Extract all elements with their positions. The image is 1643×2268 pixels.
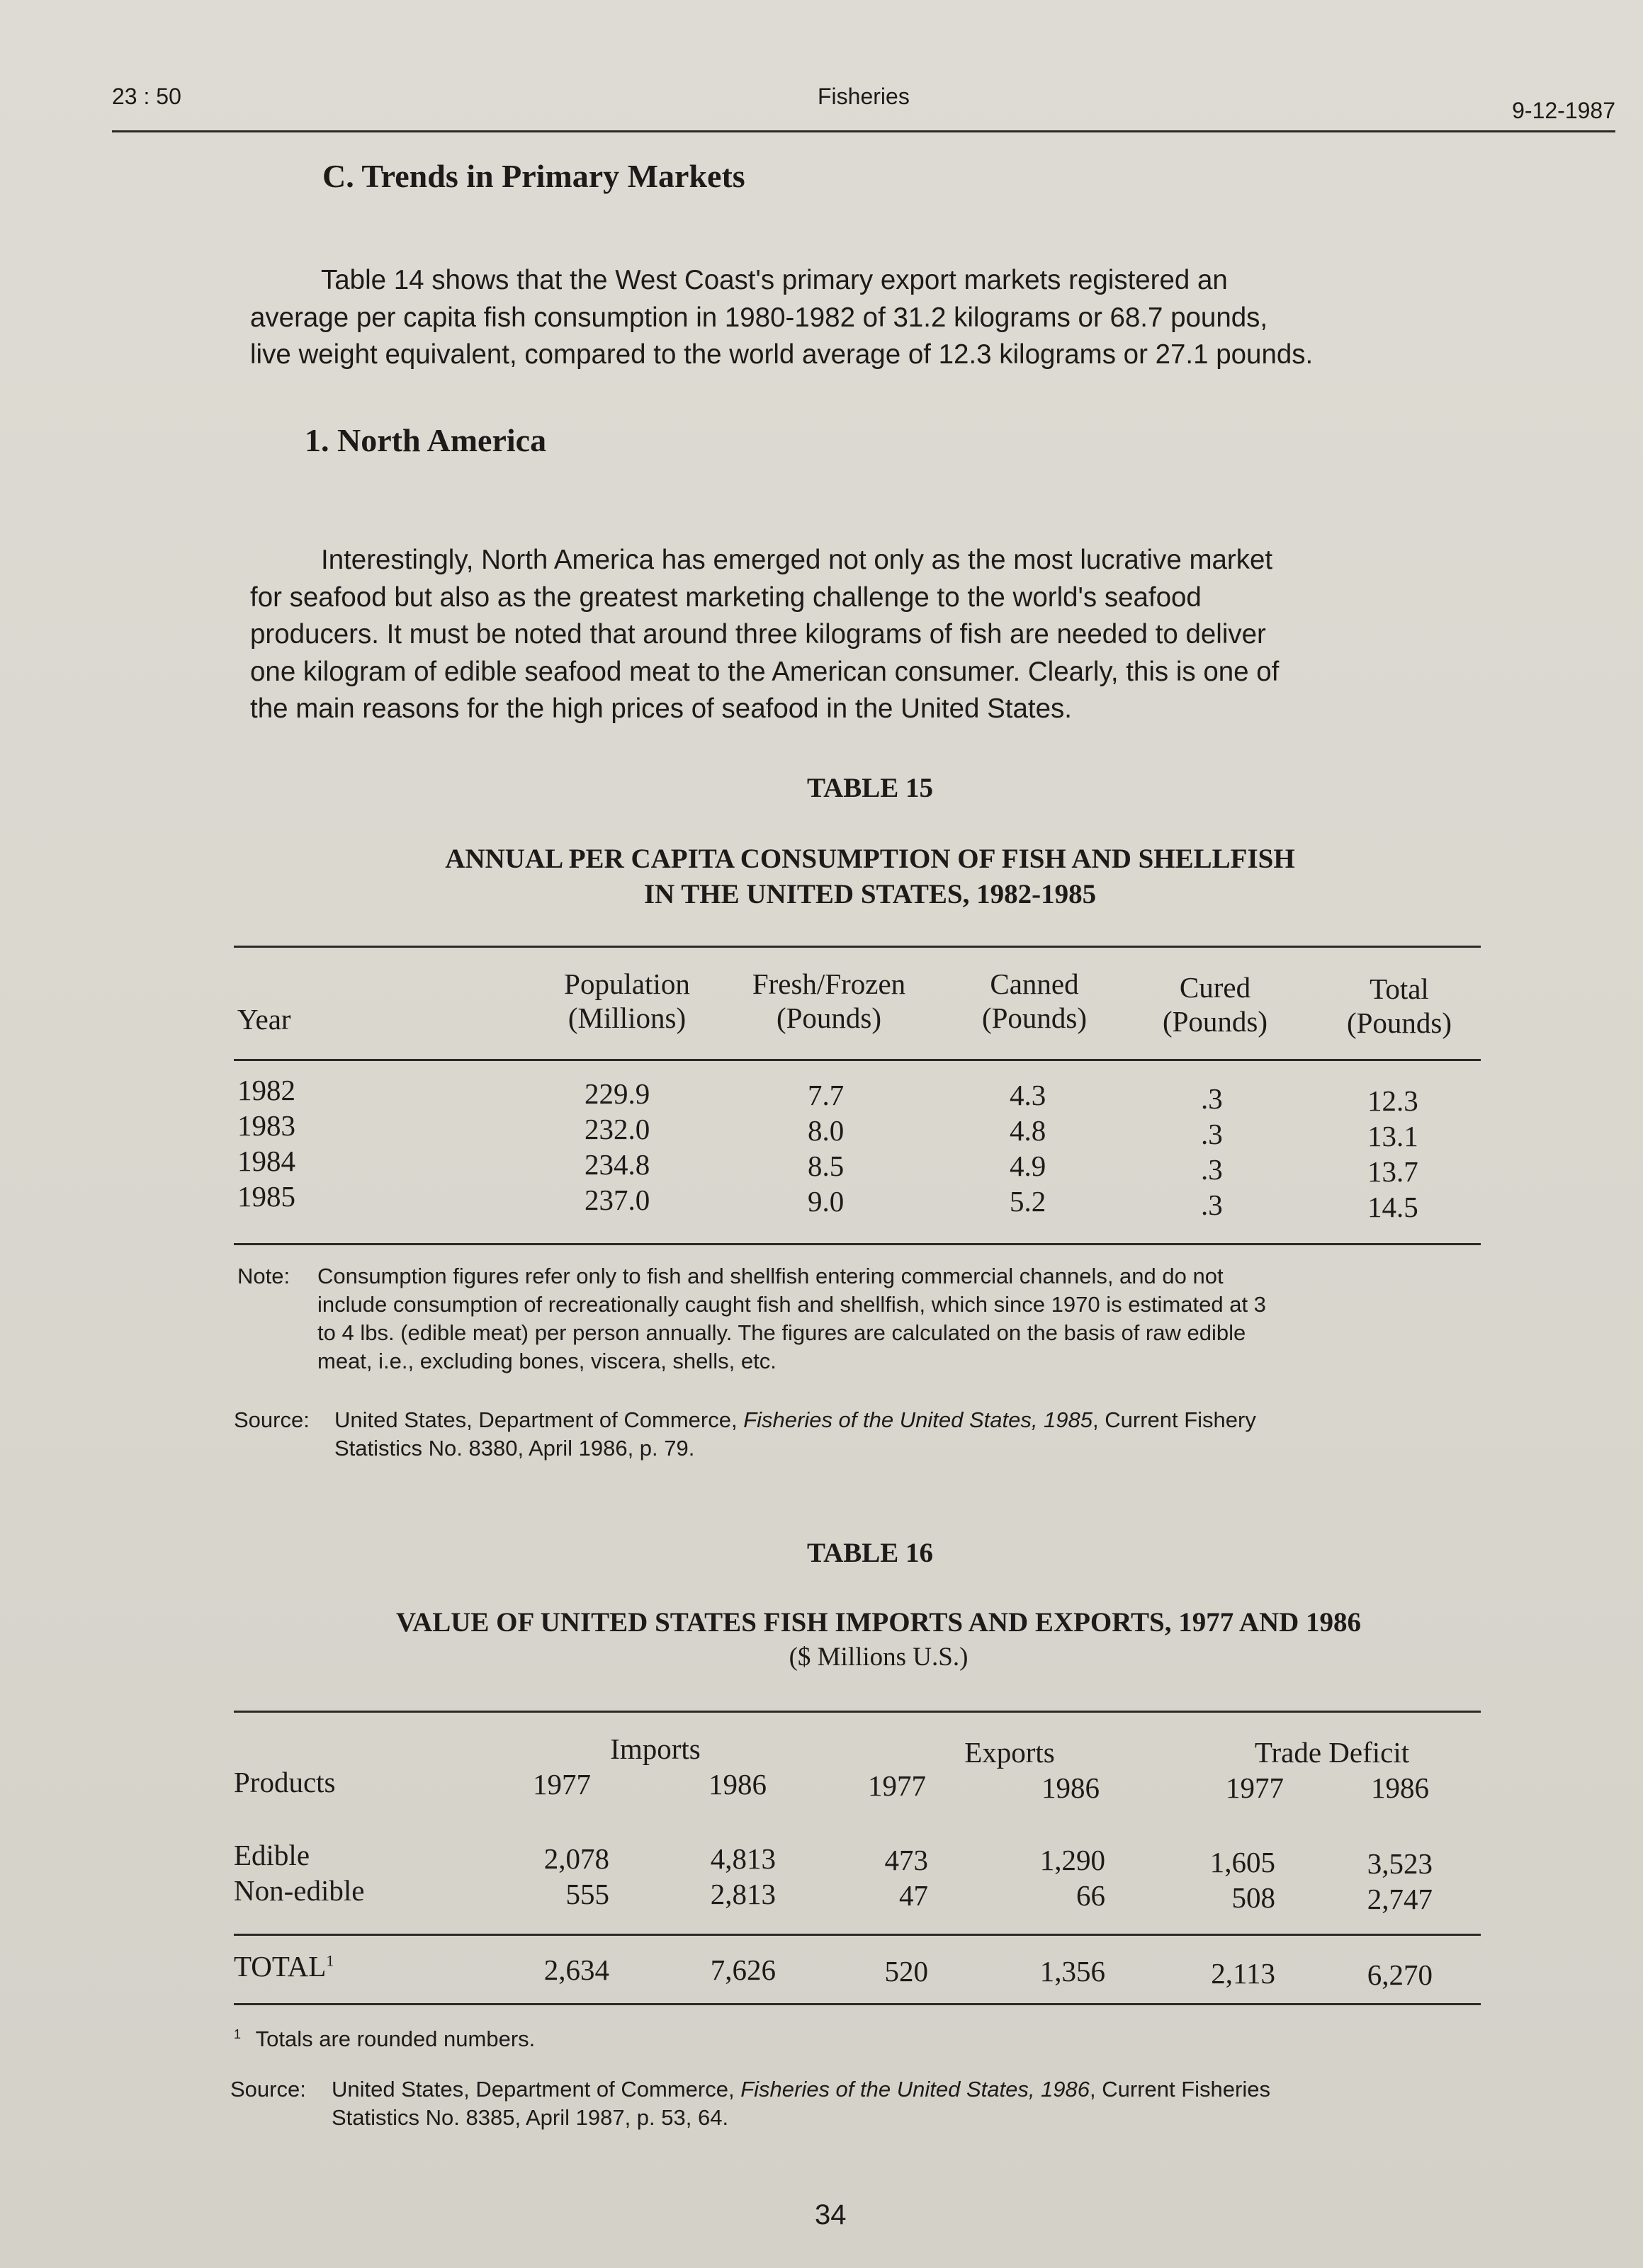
table-cell: 6,270 <box>1367 1958 1433 1991</box>
table16-source-label: Source: <box>230 2077 306 2102</box>
source-publication-title: Fisheries of the United States, 1986 <box>740 2077 1090 2102</box>
table-cell: .3 <box>1201 1153 1223 1186</box>
table16-title: VALUE OF UNITED STATES FISH IMPORTS AND EXPORTS, 1977 AND 1986 <box>395 1607 1362 1638</box>
col-canned-unit: (Pounds) <box>981 1002 1088 1034</box>
table-cell: 232.0 <box>585 1113 650 1145</box>
footnote-marker: 1 <box>234 2027 242 2041</box>
table-cell: 1,356 <box>1039 1955 1105 1988</box>
table16-label: TABLE 16 <box>806 1538 934 1568</box>
table16-top-rule <box>234 1711 1481 1713</box>
table15-note <box>237 1262 290 1291</box>
source-publication-title: Fisheries of the United States, 1985 <box>743 1407 1093 1432</box>
table-cell: 3,523 <box>1367 1847 1433 1880</box>
row-label-edible: Edible <box>234 1839 310 1871</box>
table16-total-rule <box>234 1934 1481 1936</box>
table16-subtitle: ($ Millions U.S.) <box>789 1643 969 1672</box>
header-page-ref: 23 : 50 <box>112 84 181 109</box>
col-population-unit: (Millions) <box>568 1002 687 1034</box>
paragraph-line: the main reasons for the high prices of seafood in the United States. <box>250 693 1072 724</box>
table-cell: 473 <box>884 1844 928 1876</box>
table-cell: 2,078 <box>543 1842 609 1875</box>
running-header <box>112 84 1615 133</box>
paragraph-line: Interestingly, North America has emerged not only as the most lucrative market <box>321 545 1273 575</box>
table-cell: 8.0 <box>808 1114 845 1147</box>
year-header: 1986 <box>708 1768 767 1801</box>
col-total-header: Total <box>1370 973 1429 1005</box>
section-c-heading: C. Trends in Primary Markets <box>322 158 745 194</box>
table-cell: 2,634 <box>543 1954 609 1986</box>
footnote-marker: 1 <box>326 1951 334 1970</box>
note-line: meat, i.e., excluding bones, viscera, shells, etc. <box>317 1349 777 1373</box>
paragraph-line: Table 14 shows that the West Coast's primary export markets registered an <box>321 265 1228 295</box>
page-number: 34 <box>815 2199 847 2230</box>
year-header: 1986 <box>1041 1771 1100 1804</box>
bleed-through <box>255 157 262 195</box>
paragraph-line: live weight equivalent, compared to the world average of 12.3 kilograms or 27.1 pounds. <box>250 339 1314 370</box>
footnote-text: Totals are rounded numbers. <box>255 2026 536 2052</box>
paragraph-line: producers. It must be noted that around three kilograms of fish are needed to deliver <box>250 619 1266 650</box>
table-cell: .3 <box>1201 1189 1223 1221</box>
source-line2: Statistics No. 8385, April 1987, p. 53, 64. <box>332 2105 729 2130</box>
col-canned-header: Canned <box>990 968 1079 1000</box>
note-label: Note: <box>237 1264 290 1288</box>
table-cell: 2,747 <box>1367 1883 1433 1915</box>
year-header: 1977 <box>533 1768 591 1801</box>
table15-source-label: Source: <box>234 1407 310 1432</box>
note-line: Consumption figures refer only to fish and shellfish entering commercial channels, and do not <box>317 1264 1224 1288</box>
table-cell: 4.3 <box>1010 1079 1046 1111</box>
table-cell: 555 <box>565 1878 609 1910</box>
total-label: TOTAL$^1$ <box>234 1950 334 1983</box>
header-date: 9-12-1987 <box>1512 98 1615 123</box>
table-cell: 8.5 <box>808 1150 845 1182</box>
year-header: 1986 <box>1371 1771 1429 1804</box>
col-total-unit: (Pounds) <box>1346 1007 1452 1039</box>
source-line2: Statistics No. 8380, April 1986, p. 79. <box>334 1436 695 1461</box>
table-cell: 14.5 <box>1367 1191 1418 1223</box>
north-america-paragraph <box>250 542 1490 728</box>
table-cell: 7.7 <box>808 1079 845 1111</box>
table-cell: 2,813 <box>710 1878 776 1910</box>
year-header: 1977 <box>1226 1771 1284 1804</box>
table16-footnote <box>234 2020 535 2053</box>
table15-note-text <box>317 1262 1266 1376</box>
table-cell: 508 <box>1231 1881 1275 1914</box>
group-deficit-header: Trade Deficit <box>1254 1736 1410 1769</box>
table-cell: 2,113 <box>1211 1957 1275 1990</box>
year-header: 1977 <box>868 1769 926 1802</box>
table15-label: TABLE 15 <box>806 773 934 803</box>
note-line: include consumption of recreationally caught fish and shellfish, which since 1970 is estimated at 3 <box>317 1292 1266 1317</box>
table-cell: .3 <box>1201 1118 1223 1150</box>
paragraph-line: one kilogram of edible seafood meat to the American consumer. Clearly, this is one of <box>250 656 1280 687</box>
row-label-non-edible: Non-edible <box>234 1874 365 1907</box>
table-cell: 1982 <box>237 1074 295 1106</box>
table-cell: .3 <box>1201 1082 1223 1115</box>
group-imports-header: Imports <box>610 1733 701 1765</box>
table-cell: 1,605 <box>1209 1846 1275 1878</box>
table15-bottom-rule <box>234 1243 1481 1245</box>
table-cell: 1985 <box>237 1180 295 1213</box>
table-cell: 229.9 <box>585 1077 650 1110</box>
table15-source: United States, Department of Commerce, Fisheries of the United States, 1985, Current Fishery Statistics No. 8380, April 1986, p. 79. <box>334 1407 1256 1461</box>
table-cell: 4,813 <box>710 1842 776 1875</box>
col-population-header: Population <box>564 968 690 1000</box>
table-cell: 12.3 <box>1367 1084 1418 1117</box>
header-title: Fisheries <box>818 84 910 109</box>
col-fresh-unit: (Pounds) <box>776 1002 882 1034</box>
paragraph-line: average per capita fish consumption in 1980-1982 of 31.2 kilograms or 68.7 pounds, <box>250 302 1268 333</box>
table15-top-rule <box>234 946 1481 948</box>
table-cell: 1,290 <box>1039 1844 1105 1876</box>
header-rule <box>112 130 1615 132</box>
table-cell: 5.2 <box>1010 1185 1046 1218</box>
table-cell: 4.8 <box>1010 1114 1046 1147</box>
section-c-paragraph <box>250 262 1490 374</box>
table-cell: 1983 <box>237 1109 295 1142</box>
table16-source: United States, Department of Commerce, Fisheries of the United States, 1986, Current Fisheries Statistics No. 8385, April 1987, p. 53, 64. <box>332 2077 1270 2130</box>
col-cured-unit: (Pounds) <box>1162 1005 1268 1038</box>
table-cell: 7,626 <box>710 1954 776 1986</box>
table-cell: 13.7 <box>1367 1155 1418 1188</box>
table-cell: 234.8 <box>585 1148 650 1181</box>
col-cured-header: Cured <box>1179 971 1251 1004</box>
table-cell: 9.0 <box>808 1185 845 1218</box>
table16-bottom-rule <box>234 2003 1481 2005</box>
table-cell: 47 <box>899 1879 928 1912</box>
table-cell: 237.0 <box>585 1184 650 1216</box>
table-cell: 520 <box>884 1955 928 1988</box>
paragraph-line: for seafood but also as the greatest marketing challenge to the world's seafood <box>250 582 1202 613</box>
col-year-header: Year <box>237 1003 291 1036</box>
table15-header-rule <box>234 1059 1481 1061</box>
table-cell: 13.1 <box>1367 1120 1418 1152</box>
table15-title-line1: ANNUAL PER CAPITA CONSUMPTION OF FISH AND SHELLFISH <box>445 844 1295 874</box>
north-america-heading: 1. North America <box>305 422 547 458</box>
table-cell: 66 <box>1076 1879 1105 1912</box>
table-cell: 4.9 <box>1010 1150 1046 1182</box>
note-line: to 4 lbs. (edible meat) per person annually. The figures are calculated on the basis of raw edible <box>317 1320 1246 1345</box>
table-cell: 1984 <box>237 1145 295 1177</box>
table15-title-line2: IN THE UNITED STATES, 1982-1985 <box>643 879 1097 909</box>
col-fresh-header: Fresh/Frozen <box>752 968 906 1000</box>
products-header: Products <box>234 1766 336 1798</box>
group-exports-header: Exports <box>964 1736 1055 1769</box>
